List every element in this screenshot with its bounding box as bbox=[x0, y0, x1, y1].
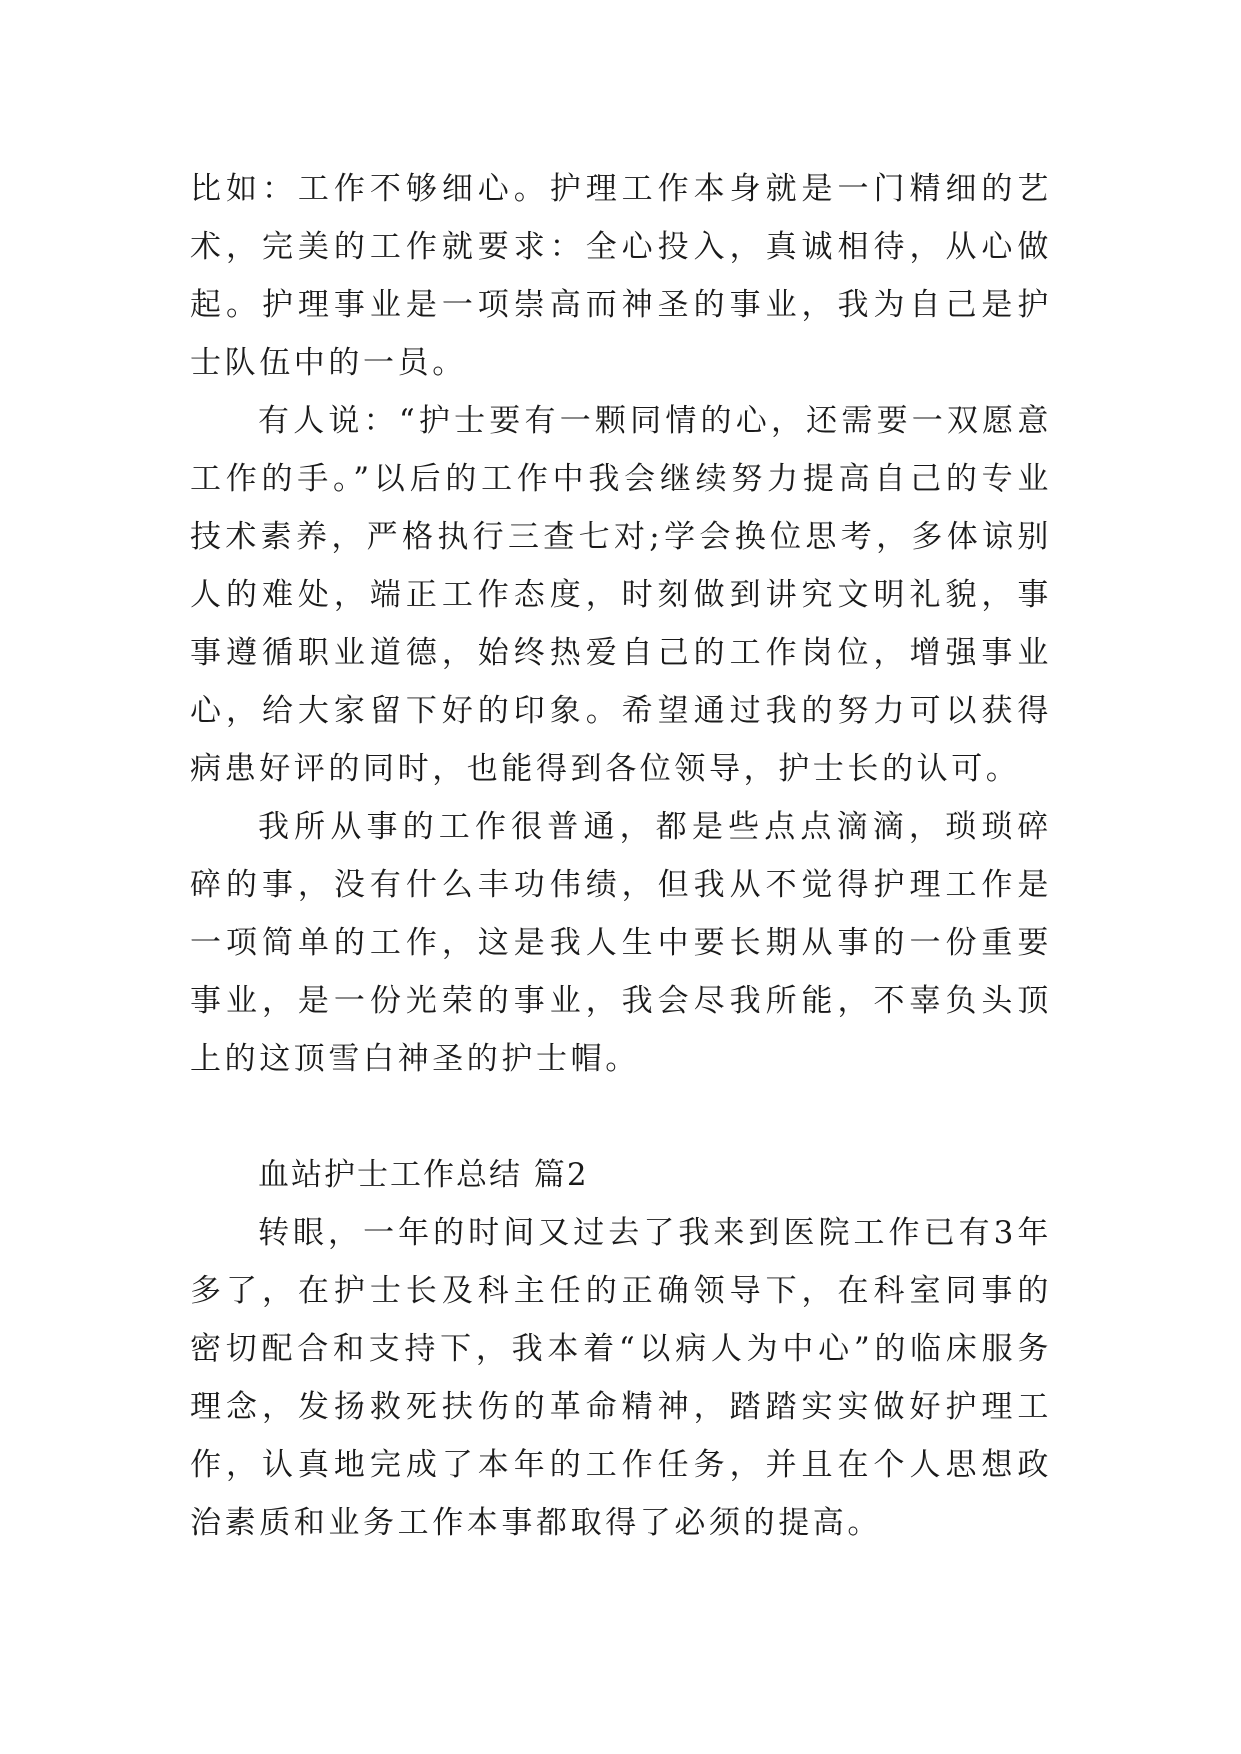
paragraph-year-summary: 转眼，一年的时间又过去了我来到医院工作已有3年多了，在护士长及科主任的正确领导下，在科室同事的密切配合和支持下，我本着“以病人为中心”的临床服务理念，发扬救死扶伤的革命精神，踏踏实实做好护理工作，认真地完成了本年的工作任务，并且在个人思想政治素质和业务工作本事都取得了必须的提高。 bbox=[190, 1215, 1052, 1541]
section-2-body bbox=[190, 1204, 1052, 1552]
paragraph-ordinary-work: 我所从事的工作很普通，都是些点点滴滴，琐琐碎碎的事，没有什么丰功伟绩，但我从不觉得护理工作是一项简单的工作，这是我人生中要长期从事的一份重要事业，是一份光荣的事业，我会尽我所能，不辜负头顶上的这顶雪白神圣的护士帽。 bbox=[190, 809, 1052, 1077]
section-1-body bbox=[190, 160, 1052, 1088]
paragraph-quote: 有人说：“护士要有一颗同情的心，还需要一双愿意工作的手。”以后的工作中我会继续努力提高自己的专业技术素养，严格执行三查七对;学会换位思考，多体谅别人的难处，端正工作态度，时刻做到讲究文明礼貌，事事遵循职业道德，始终热爱自己的工作岗位，增强事业心，给大家留下好的印象。希望通过我的努力可以获得病患好评的同时，也能得到各位领导，护士长的认可。 bbox=[190, 403, 1052, 787]
paragraph-continuation: 比如：工作不够细心。护理工作本身就是一门精细的艺术，完美的工作就要求：全心投入，真诚相待，从心做起。护理事业是一项崇高而神圣的事业，我为自己是护士队伍中的一员。 bbox=[190, 171, 1052, 381]
section-2-heading: 血站护士工作总结 篇2 bbox=[258, 1157, 589, 1193]
